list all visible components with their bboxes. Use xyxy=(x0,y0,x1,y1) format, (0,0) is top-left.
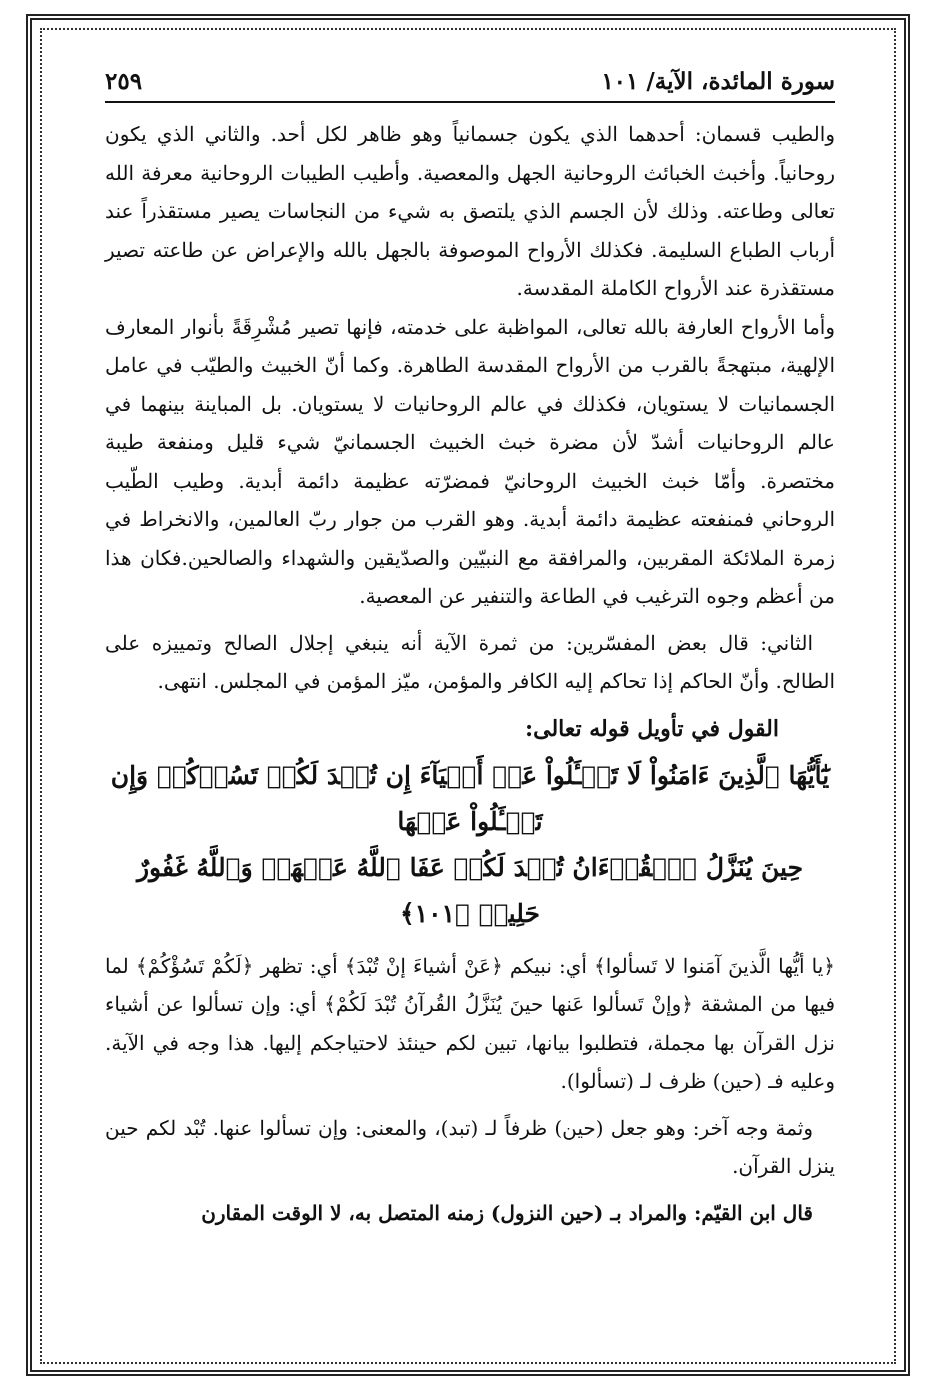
page-header xyxy=(105,68,835,103)
page-content xyxy=(105,68,835,1232)
quran-verse xyxy=(105,753,835,937)
running-head: سورة المائدة، الآية/ ١٠١ xyxy=(601,68,835,95)
paragraph-1: والطيب قسمان: أحدهما الذي يكون جسمانياً وهو ظاهر لكل أحد. والثاني الذي يكون روحانياً. وأخبث الخبائث الروحانية الجهل والمعصية. وأطيب الطيبات الروحانية معرفة الله تعالى وطاعته. وذلك لأن الجسم الذي يلتصق به شيء من النجاسات يصير مستقذراً عند أرباب الطباع السليمة. فكذلك الأرواح الموصوفة بالجهل بالله والإعراض عن طاعته تصير مستقذرة عند الأرواح الكاملة المقدسة. xyxy=(105,122,835,300)
verse-line-2: حِينَ يُنَزَّلُ ٱلۡقُرۡءَانُ تُبۡدَ لَكُمۡ عَفَا ٱللَّهُ عَنۡهَاۗ وَٱللَّهُ غَفُورٌ حَلِيمٞ ﴿١٠١﴾ xyxy=(136,852,804,928)
paragraph-5: وثمة وجه آخر: وهو جعل (حين) ظرفاً لـ (تبد)، والمعنى: وإن تسألوا عنها. تُبْد لكم حين ينزل القرآن. xyxy=(105,1115,835,1178)
section-heading: القول في تأويل قوله تعالى: xyxy=(525,715,779,742)
paragraph-2: وأما الأرواح العارفة بالله تعالى، المواظبة على خدمته، فإنها تصير مُشْرِقَةً بأنوار المعارف الإلهية، مبتهجةً بالقرب من الأرواح المقدسة الطاهرة. وكما أنّ الخبيث والطيّب في عامل الجسمانيات لا يستويان، فكذلك في عالم الروحانيات لا يستويان. بل المباينة بينهما في عالم الروحانيات أشدّ لأن مضرة خبث الخبيث الجسمانيّ شيء قليل ومنفعة طيبة مختصرة. وأمّا خبث الخبيث الروحانيّ فمضرّته عظيمة دائمة أبدية. وطيب الطّيب الروحاني فمنفعته عظيمة دائمة أبدية. وهو القرب من جوار ربّ العالمين، والانخراط في زمرة الملائكة المقربين، والمرافقة مع النبيّين والصدّيقين والشهداء والصالحين.فكان هذا من أعظم وجوه الترغيب في الطاعة والتنفير عن المعصية. xyxy=(105,314,835,608)
verse-line-1: يَٰٓأَيُّهَا ٱلَّذِينَ ءَامَنُواْ لَا تَسۡـَٔلُواْ عَنۡ أَشۡيَآءَ إِن تُبۡدَ لَكُمۡ تَسُؤۡكُمۡ وَإِن تَسۡـَٔلُواْ عَنۡهَا xyxy=(110,760,830,836)
paragraph-3: الثاني: قال بعض المفسّرين: من ثمرة الآية أنه ينبغي إجلال الصالح وتمييزه على الطالح. وأنّ الحاكم إذا تحاكم إليه الكافر والمؤمن، ميّز المؤمن في المجلس. انتهى. xyxy=(105,630,835,693)
paragraph-6: قال ابن القيّم: والمراد بـ (حين النزول) زمنه المتصل به، لا الوقت المقارن xyxy=(201,1200,813,1225)
page-number: ٢٥٩ xyxy=(105,68,143,95)
paragraph-4: ﴿يا أيُّها الَّذينَ آمَنوا لا تَسألوا﴾ أي: نبيكم ﴿عَنْ أشياءَ إنْ تُبْدَ﴾ أي: تظهر ﴿لَكُمْ تَسُؤْكُمْ﴾ لما فيها من المشقة ﴿وإنْ تَسألوا عَنها حينَ يُنَزَّلُ القُرآنُ تُبْدَ لَكُمْ﴾ أي: وإن تسألوا عن أشياء نزل القرآن بها مجملة، فتطلبوا بيانها، تبين لكم حينئذ لاحتياجكم إليها. هذا وجه في الآية. وعليه فـ (حين) ظرف لـ (تسألوا). xyxy=(105,953,835,1093)
